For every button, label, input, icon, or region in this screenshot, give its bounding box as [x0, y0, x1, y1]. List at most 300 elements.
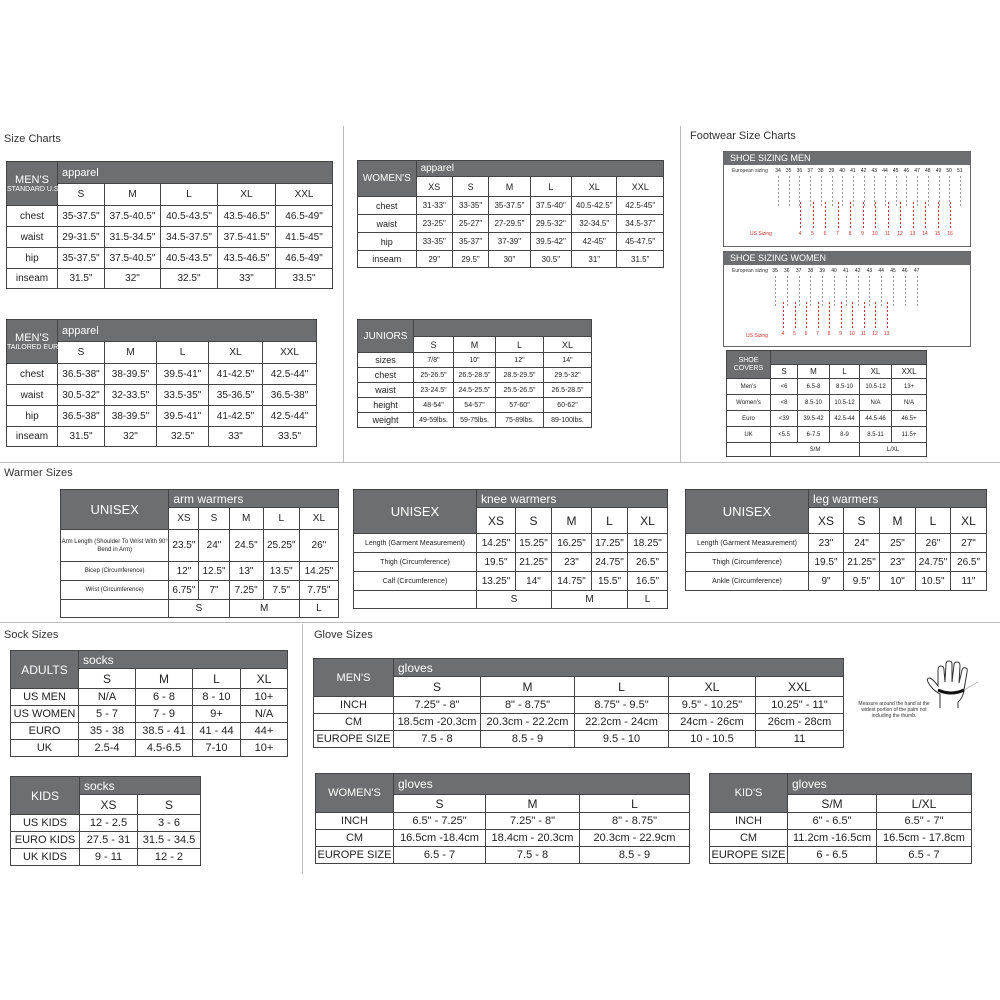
- table-row: [11, 815, 201, 832]
- cell: 26.5": [628, 553, 668, 572]
- size-header: L: [496, 337, 544, 353]
- cell: 26": [916, 534, 951, 553]
- us-size-tick: 8: [848, 231, 852, 237]
- us-size-bar: [875, 302, 876, 330]
- cell: 31.5": [58, 269, 105, 289]
- cell: 4.5-6.5: [136, 740, 193, 757]
- table-row: [686, 572, 987, 591]
- cell: 23": [880, 553, 916, 572]
- cell: 31.5": [617, 251, 664, 268]
- knee-warmers-table: [353, 489, 668, 609]
- cell: 10+: [241, 689, 288, 706]
- us-size-tick: 6: [804, 331, 808, 337]
- size-header: L: [263, 508, 299, 530]
- table-title: MEN'S STANDARD U.S.: [7, 162, 58, 206]
- size-header: XS: [80, 795, 138, 815]
- table-row: [710, 830, 972, 847]
- row-label: Euro: [727, 411, 771, 427]
- cell: 10.5-12: [830, 395, 860, 411]
- row-label: Wrist (Circumference): [61, 581, 169, 600]
- cell: 29.5": [452, 251, 488, 268]
- footer-group: L/XL: [860, 443, 927, 457]
- row-label: waist: [7, 227, 58, 248]
- cell: 35-36.5": [209, 385, 263, 406]
- us-size-tick: 10: [872, 231, 878, 237]
- footer-group: S/M: [771, 443, 860, 457]
- cell: 6.5" - 7": [877, 813, 972, 830]
- table-title: MEN'S TAILORED EUROPEAN: [7, 320, 58, 364]
- table-row: [358, 233, 664, 251]
- euro-size-tick: 46: [902, 268, 908, 274]
- juniors-table: [357, 319, 592, 428]
- cell: N/A: [79, 689, 136, 706]
- section-title-warmers: Warmer Sizes: [4, 467, 73, 479]
- row-label: EUROPE SIZE: [710, 847, 788, 864]
- size-header: XL: [544, 337, 592, 353]
- table-row: [316, 813, 690, 830]
- table-footer-row: [61, 600, 339, 618]
- cell: 36.5-38": [58, 364, 105, 385]
- size-header: M: [136, 669, 193, 689]
- cell: 7.25" - 8": [394, 697, 481, 714]
- table-title: KIDS: [11, 777, 80, 815]
- table-category: apparel: [58, 162, 333, 184]
- size-header: XL: [669, 677, 756, 697]
- cell: 25-26.5": [414, 368, 454, 383]
- euro-size-tick: 40: [839, 168, 845, 174]
- cell: 9.5": [844, 572, 880, 591]
- cell: 8-9: [830, 427, 860, 443]
- cell: 13+: [892, 379, 927, 395]
- cell: 21.25": [516, 553, 552, 572]
- table-row: [7, 227, 333, 248]
- euro-size-tick: 42: [860, 168, 867, 174]
- cell: <5.5: [771, 427, 798, 443]
- cell: 7.5 - 8: [486, 847, 580, 864]
- cell: 18.25": [628, 534, 668, 553]
- table-row: [316, 847, 690, 864]
- us-size-tick: 11: [860, 331, 867, 337]
- row-label: US KIDS: [11, 815, 80, 832]
- size-header: XS: [169, 508, 199, 530]
- gloves-men-table: [313, 658, 844, 748]
- table-row: [686, 553, 987, 572]
- table-row: [316, 830, 690, 847]
- cell: 35-37.5": [58, 206, 105, 227]
- cell: 24cm - 26cm: [669, 714, 756, 731]
- us-size-bar: [925, 202, 926, 230]
- cell: 41-42.5": [209, 364, 263, 385]
- cell: 60-62": [544, 398, 592, 413]
- cell: 31.5": [58, 427, 105, 447]
- cell: 16.5cm -18.4cm: [394, 830, 486, 847]
- row-label: sizes: [358, 353, 414, 368]
- cell: 19.5": [809, 553, 844, 572]
- shoe-covers-table: [726, 350, 927, 457]
- euro-size-tick: 43: [871, 168, 878, 174]
- section-title-socks: Sock Sizes: [4, 629, 59, 641]
- euro-size-tick: 42: [854, 268, 861, 274]
- us-size-tick: 5: [793, 331, 796, 337]
- euro-size-tick: 41: [843, 268, 849, 274]
- row-label: inseam: [358, 251, 417, 268]
- euro-size-bar: [858, 276, 859, 306]
- size-header: L: [592, 508, 628, 534]
- table-row: [11, 849, 201, 866]
- cell: 12 - 2: [138, 849, 201, 866]
- row-label: UK: [727, 427, 771, 443]
- cell: 10": [880, 572, 916, 591]
- cell: 10": [454, 353, 496, 368]
- cell: 25": [880, 534, 916, 553]
- size-header: XS: [416, 177, 452, 197]
- womens-table: [357, 160, 664, 268]
- arm-warmers-table: [60, 489, 339, 618]
- size-header: XL: [299, 508, 338, 530]
- euro-size-bar: [893, 276, 894, 306]
- size-header: M: [552, 508, 592, 534]
- us-size-tick: 6: [823, 231, 827, 237]
- row-label: EUROPE SIZE: [316, 847, 394, 864]
- footer-group: S: [169, 600, 229, 618]
- cell: 10 - 10.5: [669, 731, 756, 748]
- euro-size-bar: [896, 176, 897, 206]
- cell: 20.3cm - 22.2cm: [481, 714, 575, 731]
- cell: 54-57": [454, 398, 496, 413]
- cell: 23": [552, 553, 592, 572]
- size-header: M: [454, 337, 496, 353]
- table-category-blank: [771, 351, 927, 365]
- cell: N/A: [892, 395, 927, 411]
- cell: 38-39.5": [105, 364, 157, 385]
- us-size-bar: [813, 202, 814, 230]
- cell: 19.5": [477, 553, 516, 572]
- table-row: [61, 530, 339, 562]
- cell: 24": [844, 534, 880, 553]
- row-label: inseam: [7, 427, 58, 447]
- euro-size-bar: [905, 276, 906, 306]
- us-size-bar: [806, 302, 807, 330]
- cell: 40.5-43.5": [161, 248, 218, 269]
- euro-size-bar: [864, 176, 865, 206]
- euro-size-bar: [810, 176, 811, 206]
- us-size-bar: [863, 202, 864, 230]
- us-size-bar: [950, 202, 951, 230]
- section-title-gloves: Glove Sizes: [314, 629, 373, 641]
- cell: 11": [951, 572, 987, 591]
- table-row: [727, 427, 927, 443]
- table-row: [7, 406, 317, 427]
- euro-size-tick: 44: [878, 268, 884, 274]
- cell: 8" - 8.75": [481, 697, 575, 714]
- cell: 29.5-32": [544, 368, 592, 383]
- euro-size-tick: 40: [831, 268, 837, 274]
- table-row: [7, 248, 333, 269]
- us-sizing-label: US Sizing: [746, 333, 768, 339]
- cell: 9.5 - 10: [575, 731, 669, 748]
- cell: 14.25": [299, 562, 338, 581]
- size-header: S: [58, 184, 105, 206]
- size-header: XL: [951, 508, 987, 534]
- row-label: Arm Length (Shoulder To Wrist With 90° Bend in Arm): [61, 530, 169, 562]
- row-label: Thigh (Circumference): [686, 553, 809, 572]
- cell: 37.5-41.5": [218, 227, 276, 248]
- cell: 42.5-44": [263, 364, 317, 385]
- table-title: UNISEX: [686, 490, 809, 534]
- cell: 33-35": [452, 197, 488, 215]
- table-category: knee warmers: [477, 490, 668, 508]
- size-header: L/XL: [877, 795, 972, 813]
- cell: 6" - 6.5": [788, 813, 877, 830]
- cell: 44.5-46: [860, 411, 892, 427]
- table-category: apparel: [416, 161, 663, 177]
- size-header: XL: [628, 508, 668, 534]
- size-header: L: [580, 795, 690, 813]
- cell: 31": [572, 251, 617, 268]
- cell: 12": [169, 562, 199, 581]
- row-label: EURO KIDS: [11, 832, 80, 849]
- cell: 29.5-32": [530, 215, 571, 233]
- cell: 14": [544, 353, 592, 368]
- euro-size-tick: 41: [850, 168, 856, 174]
- cell: 14.75": [552, 572, 592, 591]
- cell: 10.25" - 11": [756, 697, 844, 714]
- size-header: M: [105, 342, 157, 364]
- size-header: XXL: [263, 342, 317, 364]
- us-size-bar: [852, 302, 853, 330]
- cell: 16.5": [628, 572, 668, 591]
- row-label: UK: [11, 740, 79, 757]
- cell: 15.5": [592, 572, 628, 591]
- size-header: S: [516, 508, 552, 534]
- gloves-women-table: [315, 773, 690, 864]
- row-label: chest: [7, 206, 58, 227]
- us-size-bar: [888, 202, 889, 230]
- size-header: S: [771, 365, 798, 379]
- cell: 25.25": [263, 530, 299, 562]
- cell: 32-33.5": [105, 385, 157, 406]
- cell: 14.25": [477, 534, 516, 553]
- table-title: WOMEN'S: [358, 161, 417, 197]
- size-header: XXL: [892, 365, 927, 379]
- cell: 24": [199, 530, 229, 562]
- row-label: INCH: [316, 813, 394, 830]
- shoe-sizing-women-chart: [723, 251, 971, 347]
- us-size-bar: [913, 202, 914, 230]
- table-row: [358, 398, 592, 413]
- cell: 46.5-49": [276, 248, 333, 269]
- euro-size-tick: 36: [784, 268, 790, 274]
- cell: 41.5-45": [276, 227, 333, 248]
- size-header: L: [916, 508, 951, 534]
- table-title: ADULTS: [11, 651, 79, 689]
- cell: 8.75" - 9.5": [575, 697, 669, 714]
- cell: 7-10: [193, 740, 241, 757]
- cell: 32.5": [157, 427, 209, 447]
- table-row: [7, 206, 333, 227]
- cell: 39.5-42": [530, 233, 571, 251]
- cell: 7/8": [414, 353, 454, 368]
- us-size-tick: 5: [811, 231, 814, 237]
- table-row: [727, 395, 927, 411]
- euro-size-tick: 48: [925, 168, 931, 174]
- euro-size-bar: [842, 176, 843, 206]
- size-header: XXL: [756, 677, 844, 697]
- cell: 6.5 - 7: [877, 847, 972, 864]
- table-row: [11, 689, 288, 706]
- cell: 42-45": [572, 233, 617, 251]
- cell: 8.5 - 9: [580, 847, 690, 864]
- cell: 10.5": [916, 572, 951, 591]
- mens-standard-table: [6, 161, 333, 289]
- row-label: Length (Garment Measurement): [354, 534, 477, 553]
- size-header: M: [486, 795, 580, 813]
- table-row: [354, 572, 668, 591]
- row-label: US WOMEN: [11, 706, 79, 723]
- us-size-bar: [829, 302, 830, 330]
- section-title-footwear: Footwear Size Charts: [690, 130, 796, 142]
- row-label: UK KIDS: [11, 849, 80, 866]
- row-label: hip: [7, 248, 58, 269]
- table-title: UNISEX: [354, 490, 477, 534]
- cell: 23.5": [169, 530, 199, 562]
- cell: 9+: [193, 706, 241, 723]
- cell: N/A: [241, 706, 288, 723]
- footer-group: S: [477, 591, 552, 609]
- cell: 38-39.5": [105, 406, 157, 427]
- euro-size-tick: 35: [772, 268, 778, 274]
- cell: 34.5-37.5": [161, 227, 218, 248]
- cell: 31.5 - 34.5: [138, 832, 201, 849]
- euro-size-bar: [906, 176, 907, 206]
- row-label: CM: [314, 714, 394, 731]
- divider: [302, 624, 303, 874]
- cell: <8: [771, 395, 798, 411]
- euro-size-tick: 43: [866, 268, 873, 274]
- cell: 42.5-45": [617, 197, 664, 215]
- table-row: [61, 581, 339, 600]
- cell: 15.25": [516, 534, 552, 553]
- euro-size-tick: 36: [796, 168, 803, 174]
- cell: 11.2cm -16.5cm: [788, 830, 877, 847]
- euro-size-tick: 51: [957, 168, 963, 174]
- euro-size-tick: 47: [914, 168, 920, 174]
- hand-caption: Measure around the hand at the widest portion of the palm not including the thumb.: [858, 701, 930, 719]
- row-label: EURO: [11, 723, 79, 740]
- table-row: [358, 197, 664, 215]
- us-size-tick: 14: [922, 231, 928, 237]
- cell: 41-42.5": [209, 406, 263, 427]
- row-label: INCH: [710, 813, 788, 830]
- size-header: XS: [809, 508, 844, 534]
- us-size-tick: 11: [884, 231, 891, 237]
- cell: 25-27": [452, 215, 488, 233]
- cell: 27.5 - 31: [80, 832, 138, 849]
- table-row: [686, 534, 987, 553]
- cell: 75-89lbs.: [496, 413, 544, 428]
- cell: 40.5-42.5": [572, 197, 617, 215]
- cell: 41 - 44: [193, 723, 241, 740]
- table-row: [11, 740, 288, 757]
- cell: 25.5-26.5": [496, 383, 544, 398]
- footer-group: L: [299, 600, 338, 618]
- table-category: gloves: [788, 774, 972, 795]
- cell: 11: [756, 731, 844, 748]
- euro-size-bar: [789, 176, 790, 206]
- us-size-tick: 7: [836, 231, 839, 237]
- table-category: socks: [79, 651, 288, 669]
- size-header: M: [105, 184, 161, 206]
- us-sizing-label: US Sizing: [750, 231, 772, 237]
- euro-size-tick: 44: [882, 168, 888, 174]
- cell: 30.5": [530, 251, 571, 268]
- table-row: [7, 427, 317, 447]
- cell: 8.5-11: [860, 427, 892, 443]
- row-label: chest: [7, 364, 58, 385]
- cell: 24.75": [592, 553, 628, 572]
- cell: 31-33": [416, 197, 452, 215]
- size-header: S: [58, 342, 105, 364]
- row-label: weight: [358, 413, 414, 428]
- cell: 48-54": [414, 398, 454, 413]
- us-size-bar: [838, 202, 839, 230]
- cell: 37.5-40": [530, 197, 571, 215]
- cell: 13.25": [477, 572, 516, 591]
- cell: 37-39": [489, 233, 530, 251]
- cell: 12": [496, 353, 544, 368]
- table-category: apparel: [58, 320, 317, 342]
- cell: 38.5 - 41: [136, 723, 193, 740]
- cell: 10+: [241, 740, 288, 757]
- row-label: US MEN: [11, 689, 79, 706]
- cell: 31.5-34.5": [105, 227, 161, 248]
- row-label: waist: [358, 215, 417, 233]
- cell: 6.5" - 7.25": [394, 813, 486, 830]
- us-size-bar: [800, 202, 801, 230]
- size-header: M: [798, 365, 830, 379]
- row-label: Length (Garment Measurement): [686, 534, 809, 553]
- cell: 12 - 2.5: [80, 815, 138, 832]
- cell: 33.5-35": [157, 385, 209, 406]
- cell: 28.5-29.5": [496, 368, 544, 383]
- cell: 9 - 11: [80, 849, 138, 866]
- footer-group: M: [552, 591, 628, 609]
- socks-kids-table: [10, 776, 201, 866]
- row-label: inseam: [7, 269, 58, 289]
- euro-size-tick: 50: [946, 168, 952, 174]
- euro-size-tick: 37: [795, 268, 802, 274]
- cell: 7.25": [229, 581, 263, 600]
- cell: 23-24.5": [414, 383, 454, 398]
- size-header: M: [481, 677, 575, 697]
- euro-size-tick: 34: [775, 168, 781, 174]
- table-row: [7, 385, 317, 406]
- us-size-bar: [841, 302, 842, 330]
- table-row: [11, 723, 288, 740]
- shoe-sizing-men-chart: [723, 151, 971, 247]
- euro-size-bar: [787, 276, 788, 306]
- cell: 16.25": [552, 534, 592, 553]
- euro-size-tick: 38: [818, 168, 824, 174]
- cell: 26": [299, 530, 338, 562]
- table-category-blank: [414, 320, 592, 337]
- us-size-tick: 15: [934, 231, 941, 237]
- mens-european-table: [6, 319, 317, 447]
- euro-size-tick: 47: [913, 268, 920, 274]
- cell: 6 - 6.5: [788, 847, 877, 864]
- cell: 32": [105, 427, 157, 447]
- size-header: XL: [860, 365, 892, 379]
